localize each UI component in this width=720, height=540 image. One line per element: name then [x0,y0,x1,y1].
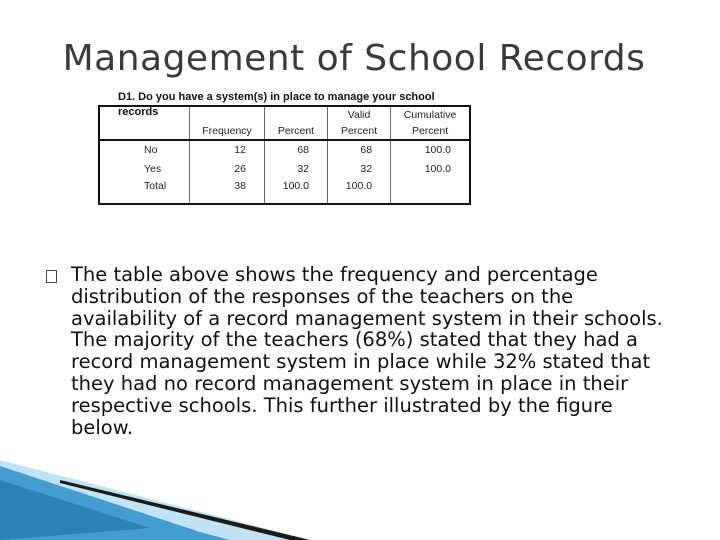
row-label: Total [99,179,190,204]
header-cell-frequency: Frequency [190,123,265,140]
cell-frequency: 38 [190,179,265,204]
frequency-table [98,105,471,205]
bullet-list [46,264,676,438]
cell-percent: 100.0 [264,179,327,204]
header-cell-cumulative: Cumulative [391,106,470,123]
table-caption: D1. Do you have a system(s) in place to manage your school records [118,91,435,118]
table-row [99,140,470,160]
header-cell [190,106,265,123]
table-row-total [99,179,470,204]
cell-valid-percent: 100.0 [328,179,391,204]
cell-frequency: 26 [190,160,265,179]
cell-frequency: 12 [190,140,265,160]
cell-cumulative-percent: 100.0 [391,160,470,179]
cell-cumulative-percent [391,179,470,204]
cell-valid-percent: 68 [328,140,391,160]
header-cell [264,106,327,123]
row-label: No [99,140,190,160]
cell-percent: 32 [264,160,327,179]
header-cell [99,123,190,140]
bullet-text: The table above shows the frequency and percentage distribution of the responses of the teachers on the availability of a record management system in their schools. The majority of the teachers (68%) stated that they had a record management system in place while 32% stated that they had no record management system in place in their respective schools. This further illustrated by the figure below. [71,263,663,439]
row-label: Yes [99,160,190,179]
bullet-item [46,264,676,438]
table-row [99,160,470,179]
cell-percent: 68 [264,140,327,160]
checkbox-bullet-icon [46,270,57,283]
header-cell-percent: Percent [264,123,327,140]
table-header-row-bottom [99,123,470,140]
cell-cumulative-percent: 100.0 [391,140,470,160]
decorative-swoosh [0,440,310,540]
frequency-table-panel [98,90,478,205]
header-cell-cumulative-percent: Percent [391,123,470,140]
cell-valid-percent: 32 [328,160,391,179]
header-cell-valid-percent: Percent [328,123,391,140]
slide-title: Management of School Records [62,38,646,79]
header-cell-valid: Valid [328,106,391,123]
